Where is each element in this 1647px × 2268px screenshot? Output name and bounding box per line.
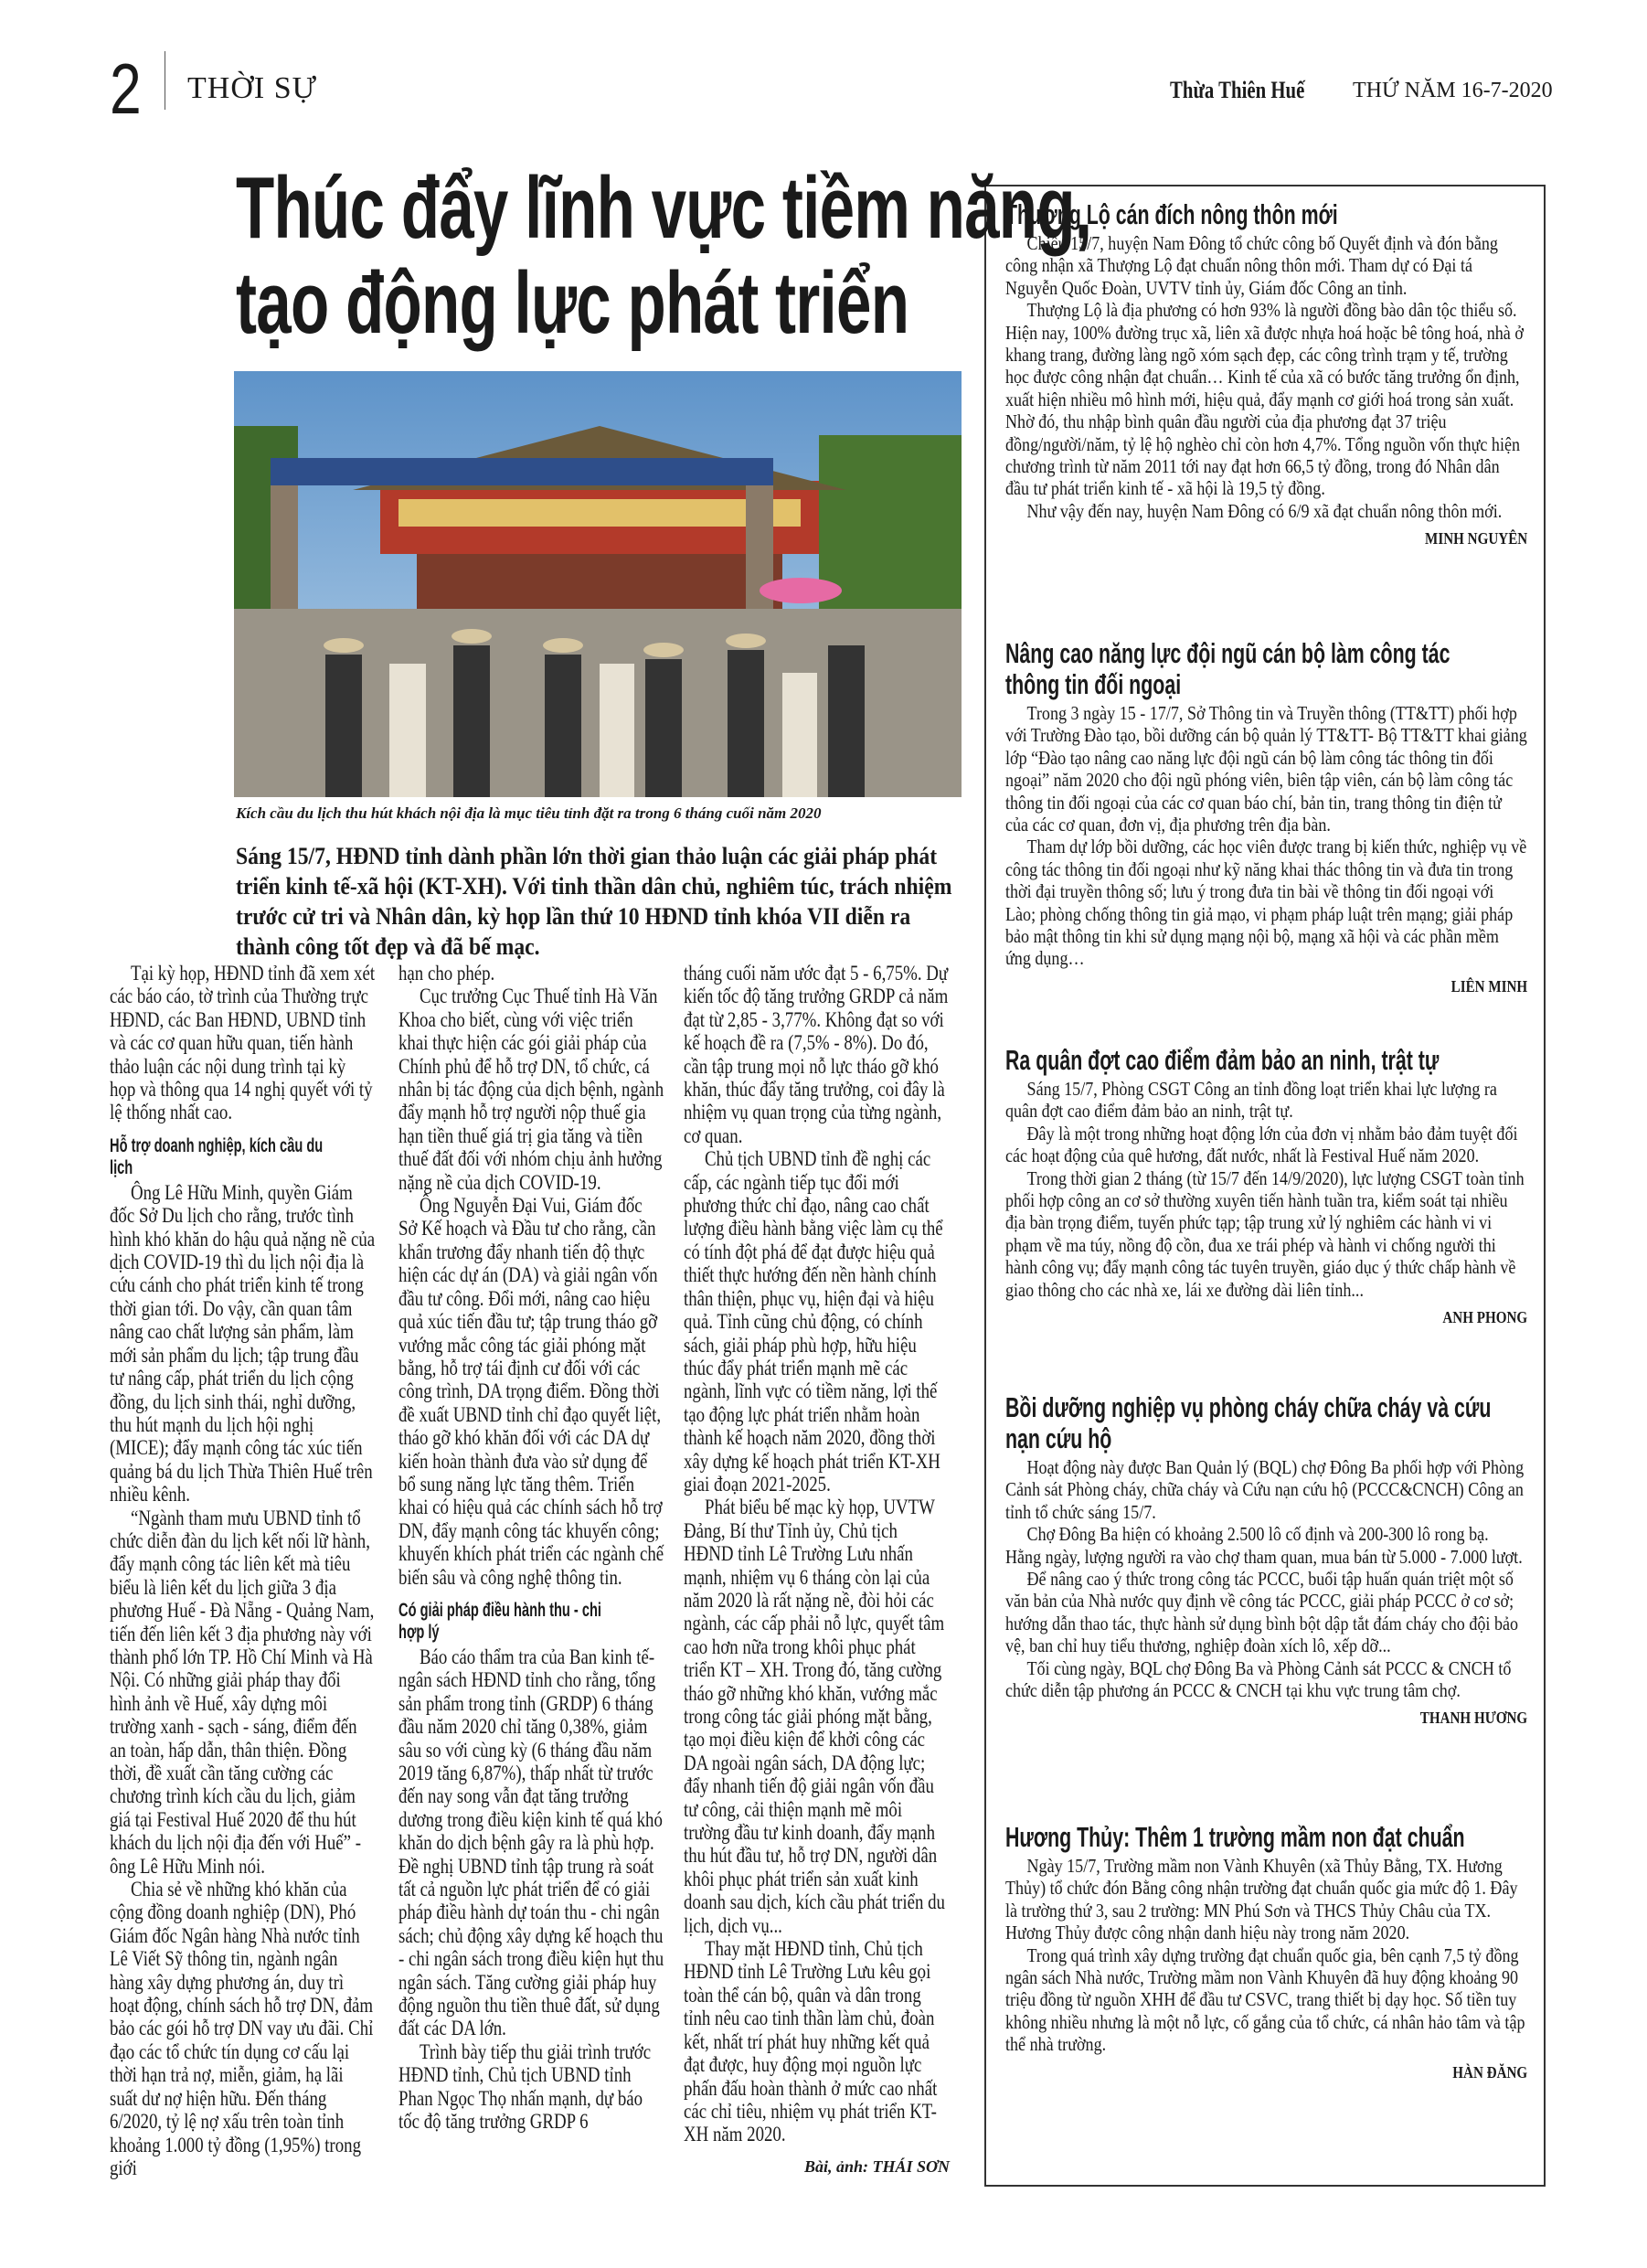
paragraph: Đây là một trong những hoạt động lớn của đơn vị nhằm bảo đảm tuyệt đối các hoạt động của quê hương, đất nước, nhất là Festival Huế năm 2020. bbox=[1005, 1122, 1518, 1167]
brief-author: ANH PHONG bbox=[1442, 1308, 1528, 1327]
article-byline: Bài, ảnh: THÁI SƠN bbox=[804, 2157, 951, 2176]
brief-author: MINH NGUYÊN bbox=[1425, 529, 1528, 548]
brief-author: HÀN ĐĂNG bbox=[1452, 2062, 1528, 2082]
paragraph: Ông Nguyễn Đại Vui, Giám đốc Sở Kế hoạch và Đầu tư cho rằng, cần khẩn trương đẩy nhanh tiến độ thực hiện các dự án (DA) và giải ngân vốn đầu tư công. Đổi mới, nâng cao hiệu quả xúc tiến đầu tư; tập trung tháo gỡ vướng mắc công tác giải phóng mặt bằng, hỗ trợ tái định cư đối với các công trình, DA trọng điểm. Đồng thời đề xuất UBND tỉnh chỉ đạo quyết liệt, tháo gỡ khó khăn đối với các DA dự kiến hoàn thành đưa vào sử dụng để bổ sung năng lực tăng thêm. Triển khai có hiệu quả các chính sách hỗ trợ DN, đẩy mạnh công tác khuyến công; khuyến khích phát triển các ngành chế biến sâu và công nghệ thông tin. bbox=[398, 1194, 664, 1589]
brief-author: LIÊN MINH bbox=[1450, 976, 1528, 996]
subheading: Có giải pháp điều hành thu - chi hợp lý bbox=[398, 1599, 601, 1643]
brief-title: Hương Thủy: Thêm 1 trường mầm non đạt chuẩn bbox=[1005, 1821, 1465, 1853]
brief-article bbox=[1005, 638, 1527, 997]
paragraph: Thay mặt HĐND tỉnh, Chủ tịch HĐND tỉnh Lê Trường Lưu kêu gọi toàn thể cán bộ, quân và dân trong tỉnh nêu cao tinh thần làm chủ, đoàn kết, nhất trí phát huy những kết quả đạt được, huy động mọi nguồn lực phấn đấu hoàn thành ở mức cao nhất các chỉ tiêu, nhiệm vụ phát triển KT-XH năm 2020. bbox=[684, 1937, 938, 2146]
section-name: THỜI SỰ bbox=[187, 71, 317, 105]
paragraph: Ông Lê Hữu Minh, quyền Giám đốc Sở Du lịch cho rằng, trước tình hình khó khăn do hậu quả nặng nề của dịch COVID-19 thì du lịch nội địa là cứu cánh cho phát triển kinh tế trong thời gian tới. Do vậy, cần quan tâm nâng cao chất lượng sản phẩm, làm mới sản phẩm du lịch; tập trung đầu tư nâng cấp, phát triển du lịch cộng đồng, du lịch sinh thái, nghỉ dưỡng, thu hút mạnh du lịch hội nghị (MICE); đẩy mạnh công tác xúc tiến quảng bá du lịch Thừa Thiên Huế trên nhiều kênh. bbox=[110, 1180, 376, 1507]
paragraph: Trong quá trình xây dựng trường đạt chuẩn quốc gia, bên cạnh 7,5 tỷ đồng ngân sách Nhà nước, Trường mầm non Vành Khuyên đã huy động khoảng 90 triệu đồng từ nguồn XHH để đầu tư CSVC, trang thiết bị dạy học. Số tiền tuy không nhiều nhưng là một nỗ lực, cố gắng của tổ chức, cá nhân hảo tâm và tập thể nhà trường. bbox=[1005, 1943, 1525, 2056]
subheading: Hỗ trợ doanh nghiệp, kích cầu du lịch bbox=[110, 1134, 324, 1178]
paragraph: Trình bày tiếp thu giải trình trước HĐND tỉnh, Chủ tịch UBND tỉnh Phan Ngọc Thọ nhấn mạnh, dự báo tốc độ tăng trưởng GRDP 6 bbox=[398, 2039, 652, 2134]
paragraph: Chủ tịch UBND tỉnh đề nghị các cấp, các ngành tiếp tục đổi mới phương thức chỉ đạo, nâng cao chất lượng điều hành bằng việc làm cụ thể có tính đột phá để đạt được hiệu quả thiết thực hướng đến nền hành chính thân thiện, phục vụ, hiện đại và hiệu quả. Tỉnh cũng chủ động, có chính sách, giải pháp phù hợp, hữu hiệu thúc đẩy phát triển mạnh mẽ các ngành, lĩnh vực có tiềm năng, lợi thế tạo động lực phát triển nhằm hoàn thành kế hoạch năm 2020, đồng thời xây dựng kế hoạch phát triển KT-XH giai đoạn 2021-2025. bbox=[684, 1147, 943, 1496]
paragraph: Cục trưởng Cục Thuế tỉnh Hà Văn Khoa cho biết, cùng với việc triển khai thực hiện các gói giải pháp của Chính phủ để hỗ trợ DN, tổ chức, cá nhân bị tác động của dịch bệnh, ngành đẩy mạnh hỗ trợ người nộp thuế gia hạn tiền thuế giá trị gia tăng và tiền thuế đất đối với nhóm chịu ảnh hưởng nặng nề của dịch COVID-19. bbox=[398, 985, 664, 1194]
paragraph: hạn cho phép. bbox=[398, 962, 495, 985]
headline-line: Thúc đẩy lĩnh vực tiềm năng, bbox=[236, 159, 1092, 257]
paragraph: Báo cáo thẩm tra của Ban kinh tế- ngân sách HĐND tỉnh cho rằng, tổng sản phẩm trong tỉnh (GRDP) 6 tháng đầu năm 2020 chỉ tăng 0,38%, giảm sâu so với cùng kỳ (6 tháng đầu năm 2019 tăng 6,87%), thấp nhất từ trước đến nay song vẫn đạt tăng trưởng dương trong điều kiện kinh tế quá khó khăn do dịch bệnh gây ra là phù hợp. Đề nghị UBND tỉnh tập trung rà soát tất cả nguồn lực phát triển để có giải pháp điều hành dự toán thu - chi ngân sách; chủ động xây dựng kế hoạch thu - chi ngân sách trong điều kiện hụt thu ngân sách. Tăng cường giải pháp huy động nguồn thu tiền thuê đất, sử dụng đất các DA lớn. bbox=[398, 1645, 664, 2040]
brief-article bbox=[1005, 1392, 1527, 1730]
paragraph: Trong thời gian 2 tháng (từ 15/7 đến 14/9/2020), lực lượng CSGT toàn tỉnh phối hợp công an cơ sở thường xuyên tiến hành tuần tra, kiểm soát tại nhiều địa bàn trọng điểm, tuyến phức tạp; tập trung xử lý nghiêm các hành vi vi phạm về ma túy, nồng độ cồn, đua xe trái phép và hành vi chống người thi hành công vụ; đẩy mạnh công tác tuyên truyền, giáo dục ý thức chấp hành về giao thông cho các nhà xe, lái xe đường dài liên tỉnh... bbox=[1005, 1166, 1525, 1301]
paragraph: Phát biểu bế mạc kỳ họp, UVTW Đảng, Bí thư Tỉnh ủy, Chủ tịch HĐND tỉnh Lê Trường Lưu nhấn mạnh, nhiệm vụ 6 tháng còn lại của năm 2020 là rất nặng nề, đòi hỏi các ngành, các cấp phải nỗ lực, quyết tâm cao hơn nữa trong khôi phục phát triển KT – XH. Trong đó, tăng cường tháo gỡ những khó khăn, vướng mắc trong công tác giải phóng mặt bằng, tạo mọi điều kiện để khởi công các DA ngoài ngân sách, DA động lực; đẩy nhanh tiến độ giải ngân vốn đầu tư công, cải thiện mạnh mẽ môi trường đầu tư kinh doanh, đẩy mạnh thu hút đầu tư, hỗ trợ DN, người dân khôi phục phát triển sản xuất kinh doanh sau dịch, kích cầu phát triển du lịch, dịch vụ... bbox=[684, 1496, 945, 1937]
brief-title: Thượng Lộ cán đích nông thôn mới bbox=[1005, 198, 1338, 230]
body-column-2 bbox=[398, 962, 664, 2134]
paragraph: Chợ Đông Ba hiện có khoảng 2.500 lô cố định và 200-300 lô rong bạ. Hằng ngày, lượng người ra vào chợ tham quan, mua bán từ 5.000 - 7.000 lượt. bbox=[1005, 1523, 1523, 1568]
brief-article bbox=[1005, 1045, 1527, 1328]
brief-author: THANH HƯƠNG bbox=[1419, 1709, 1528, 1728]
photo-caption: Kích cầu du lịch thu hút khách nội địa là mục tiêu tỉnh đặt ra trong 6 tháng cuối năm 2020 bbox=[236, 804, 822, 822]
page-number: 2 bbox=[110, 48, 142, 129]
issue-date: THỨ NĂM 16-7-2020 bbox=[1353, 79, 1553, 102]
brief-title: Bồi dưỡng nghiệp vụ phòng cháy chữa cháy và cứu nạn cứu hộ bbox=[1005, 1391, 1492, 1454]
paragraph: Để nâng cao ý thức trong công tác PCCC, buổi tập huấn quán triệt một số văn bản của Nhà nước quy định về công tác PCCC, giải pháp PCCC ở cơ sở; hướng dẫn thao tác, thực hành sử dụng bình bột dập tắt đám cháy cho đội bảo vệ, ban chỉ huy tiểu thương, nghiệp đoàn xích lô, xếp dỡ... bbox=[1005, 1568, 1519, 1657]
brief-title: Nâng cao năng lực đội ngũ cán bộ làm công tác thông tin đối ngoại bbox=[1005, 637, 1450, 700]
paragraph: Như vậy đến nay, huyện Nam Đông có 6/9 xã đạt chuẩn nông thôn mới. bbox=[1026, 499, 1503, 522]
article-lead: Sáng 15/7, HĐND tỉnh dành phần lớn thời gian thảo luận các giải pháp phát triển kinh tế-xã hội (KT-XH). Với tinh thần dân chủ, nghiêm túc, trách nhiệm trước cử tri và Nhân dân, kỳ họp lần thứ 10 HĐND tỉnh khóa VII diễn ra thành công tốt đẹp và đã bế mạc. bbox=[236, 843, 952, 960]
body-column-1 bbox=[110, 962, 375, 2179]
paragraph: “Ngành tham mưu UBND tỉnh tổ chức diễn đàn du lịch kết nối lữ hành, đẩy mạnh công tác liên kết mà tiêu biểu là liên kết du lịch giữa 3 địa phương Huế - Đà Nẵng - Quảng Nam, tiến đến liên kết 3 địa phương này với thành phố lớn TP. Hồ Chí Minh và Hà Nội. Có những giải pháp thay đổi hình ảnh về Huế, xây dựng môi trường xanh - sạch - sáng, điểm đến an toàn, hấp dẫn, thân thiện. Đồng thời, đề xuất cần tăng cường các chương trình kích cầu du lịch, giảm giá tại Festival Huế 2020 để thu hút khách du lịch nội địa đến với Huế” - ông Lê Hữu Minh nói. bbox=[110, 1506, 375, 1878]
paragraph: tháng cuối năm ước đạt 5 - 6,75%. Dự kiến tốc độ tăng trưởng GRDP cả năm đạt từ 2,85 - 3,77%. Không đạt so với kế hoạch đề ra (7,5% - 8%). Do đó, cần tập trung mọi nỗ lực tháo gỡ khó khăn, thúc đẩy tăng trưởng, coi đây là nhiệm vụ quan trọng của từng ngành, cơ quan. bbox=[684, 962, 949, 1147]
newspaper-name: Thừa Thiên Huế bbox=[1170, 77, 1305, 103]
article-photo bbox=[234, 371, 962, 797]
paragraph: Thượng Lộ là địa phương có hơn 93% là người đồng bào dân tộc thiểu số. Hiện nay, 100% đường trục xã, liên xã được nhựa hoá hoặc bê tông hoá, nhà ở khang trang, đường làng ngõ xóm sạch đẹp, các công trình trạm y tế, trường học được công nhận đạt chuẩn… Kinh tế của xã có bước tăng trưởng ổn định, xuất hiện nhiều mô hình mới, hiệu quả, đẩy mạnh cơ giới hoá trong sản xuất. Nhờ đó, thu nhập bình quân đầu người của địa phương đạt 37 triệu đồng/người/năm, tỷ lệ hộ nghèo chỉ còn hơn 4,7%. Tổng nguồn vốn thực hiện chương trình từ năm 2011 tới nay đạt hơn 66,5 tỷ đồng, trong đó Nhân dân đầu tư phát triển kinh tế - xã hội là 19,5 tỷ đồng. bbox=[1005, 299, 1524, 500]
paragraph: Sáng 15/7, Phòng CSGT Công an tỉnh đồng loạt triển khai lực lượng ra quân đợt cao điểm đảm bảo an ninh, trật tự. bbox=[1005, 1078, 1497, 1123]
paragraph: Chia sẻ về những khó khăn của cộng đồng doanh nghiệp (DN), Phó Giám đốc Ngân hàng Nhà nước tỉnh Lê Viết Sỹ thông tin, ngành ngân hàng xây dựng phương án, duy trì hoạt động, chính sách hỗ trợ DN, đảm bảo các gói hỗ trợ DN vay ưu đãi. Chỉ đạo các tổ chức tín dụng cơ cấu lại thời hạn trả nợ, miễn, giảm, hạ lãi suất dư nợ hiện hữu. Đến tháng 6/2020, tỷ lệ nợ xấu trên toàn tỉnh khoảng 1.000 tỷ đồng (1,95%) trong giới bbox=[110, 1878, 374, 2179]
headline-line: tạo động lực phát triển bbox=[236, 254, 909, 352]
paragraph: Hoạt động này được Ban Quản lý (BQL) chợ Đông Ba phối hợp với Phòng Cảnh sát Phòng cháy, chữa cháy và Cứu nạn cứu hộ (PCCC&CNCH) Công an tỉnh tổ chức sáng 15/7. bbox=[1005, 1456, 1525, 1523]
paragraph: Ngày 15/7, Trường mầm non Vành Khuyên (xã Thủy Bằng, TX. Hương Thủy) tổ chức đón Bằng công nhận trường đạt chuẩn quốc gia mức độ 1. Đây là trường thứ 3, sau 2 trường: MN Phú Sơn và THCS Thủy Châu của TX. Hương Thủy được công nhận danh hiệu này trong năm 2020. bbox=[1005, 1855, 1518, 1944]
paragraph: Trong 3 ngày 15 - 17/7, Sở Thông tin và Truyền thông (TT&TT) phối hợp với Trường Đào tạo, bồi dưỡng cán bộ quản lý TT&TT- Bộ TT&TT khai giảng lớp “Đào tạo nâng cao năng lực đội ngũ cán bộ làm công tác thông tin đối ngoại” năm 2020 cho đội ngũ phóng viên, biên tập viên, cán bộ làm công tác thông tin đối ngoại của các cơ quan báo chí, bản tin, trang thông tin điện tử của các cơ quan, đơn vị, địa phương trên địa bàn. bbox=[1005, 702, 1527, 836]
body-column-3 bbox=[684, 962, 949, 2146]
paragraph: Tối cùng ngày, BQL chợ Đông Ba và Phòng Cảnh sát PCCC & CNCH tổ chức diễn tập phương án PCCC & CNCH tại khu vực trung tâm chợ. bbox=[1005, 1656, 1512, 1702]
paragraph: Tham dự lớp bồi dưỡng, các học viên được trang bị kiến thức, nghiệp vụ về công tác thông tin đối ngoại như kỹ năng khai thác thông tin và đưa tin trong thời đại truyền thông số; lưu ý trong đưa tin bài về thông tin đối ngoại với Lào; phòng chống thông tin giả mạo, vi phạm pháp luật trên mạng; giải pháp bảo mật thông tin khi sử dụng mạng nội bộ, mạng xã hội và các phần mềm ứng dụng… bbox=[1005, 836, 1527, 970]
paragraph: Chiều 15/7, huyện Nam Đông tổ chức công bố Quyết định và đón bằng công nhận xã Thượng Lộ đạt chuẩn nông thôn mới. Tham dự có Đại tá Nguyễn Quốc Đoàn, UVTV tỉnh ủy, Giám đốc Công an tỉnh. bbox=[1005, 232, 1498, 299]
main-headline bbox=[236, 161, 1223, 351]
brief-title: Ra quân đợt cao điểm đảm bảo an ninh, trật tự bbox=[1005, 1044, 1440, 1076]
brief-article bbox=[1005, 1822, 1527, 2083]
paragraph: Tại kỳ họp, HĐND tỉnh đã xem xét các báo cáo, tờ trình của Thường trực HĐND, các Ban HĐND, UBND tỉnh và các cơ quan hữu quan, tiến hành thảo luận các nội dung trình tại kỳ họp và thông qua 14 nghị quyết với tỷ lệ thống nhất cao. bbox=[110, 962, 376, 1124]
